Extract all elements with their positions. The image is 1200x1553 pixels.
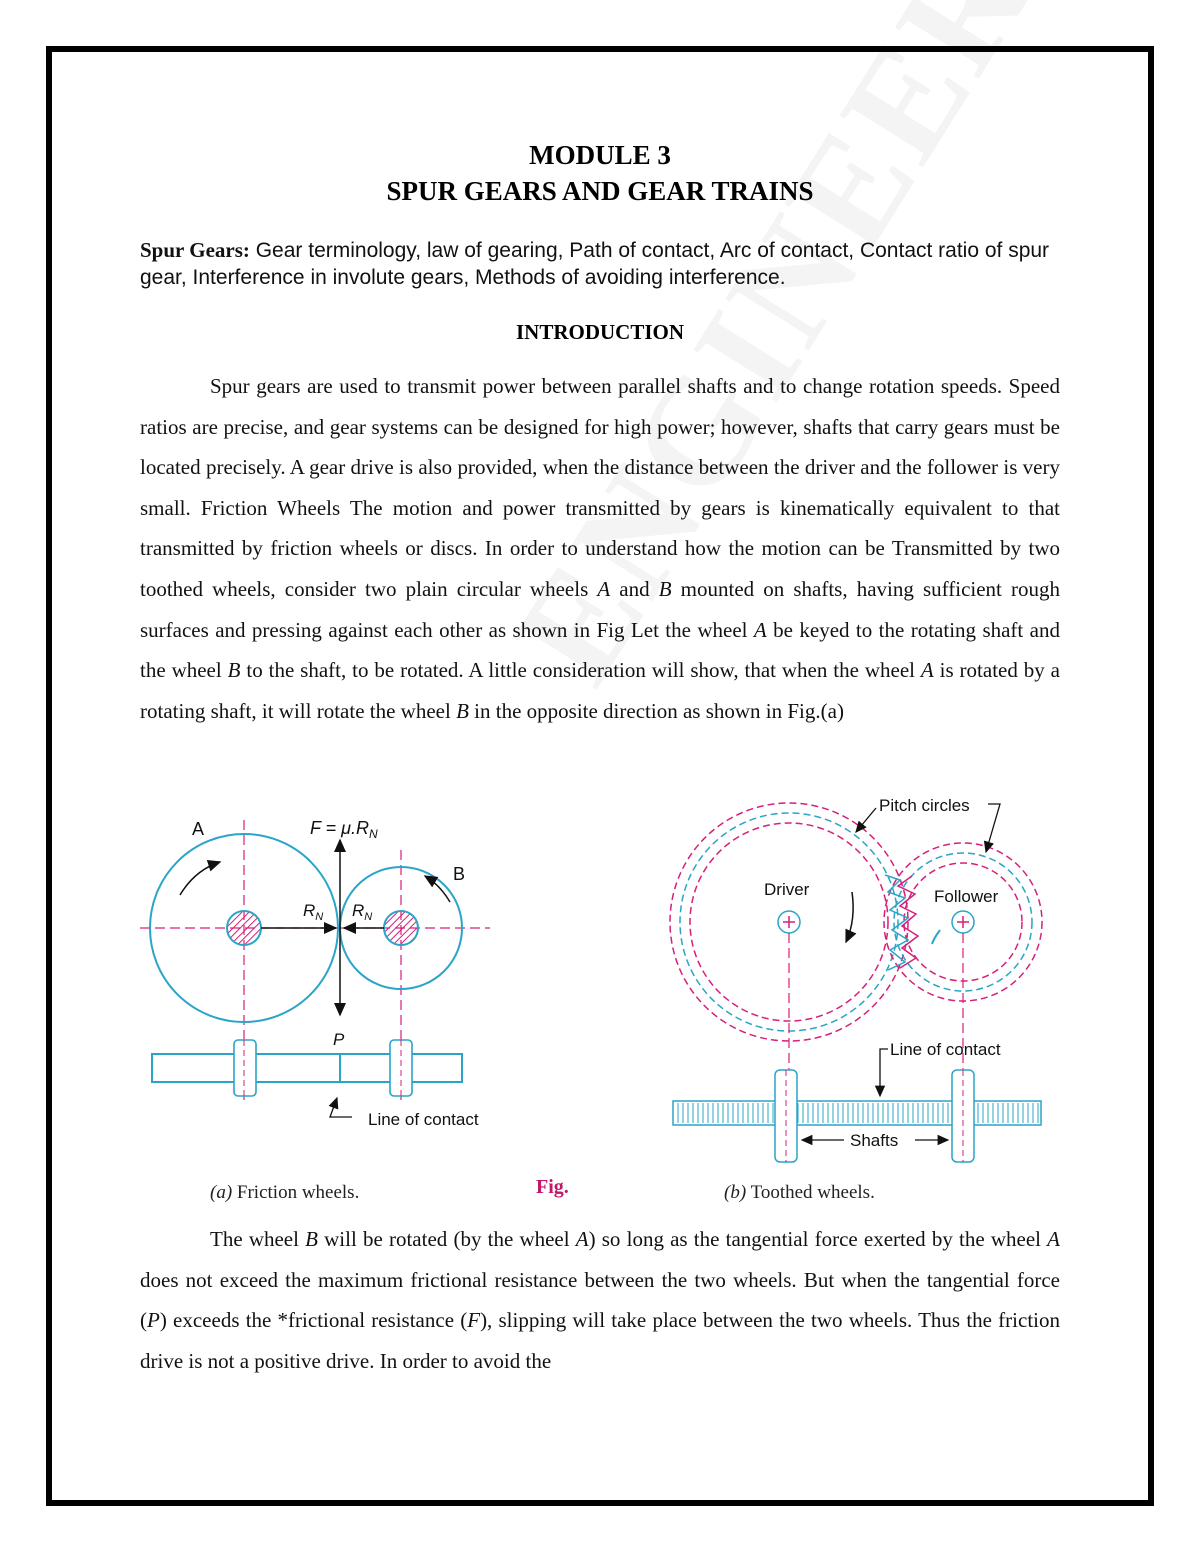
driver-rotation-arrow [846,892,853,942]
shaft-b [384,911,418,945]
figure-label: Fig. [536,1176,569,1198]
rotation-arrow-a [180,862,220,895]
friction-force-label: $F = \mu.R_N$ [310,818,378,841]
rn-left-label: $R_N$ [303,901,324,923]
line-of-contact-arrow-b [880,1049,888,1096]
page-title: SPUR GEARS AND GEAR TRAINS [386,176,814,206]
friction-paragraph: The wheel B will be rotated (by the wheel A) so long as the tangential force exerted by the wheel A does not exceed the maximum frictional resistance between the two wheels. But when the tangential force (P) exceeds the *frictional resistance (F), slipping will take place between the two wheels. Thus the friction drive is not a positive drive. In order to avoid the [140,1227,1060,1373]
shaft-a [227,911,261,945]
friction-wheels-diagram [140,818,490,1129]
intro-paragraph: Spur gears are used to transmit power between parallel shafts and to change rotation speeds. Speed ratios are precise, and gear systems can be designed for high power; however, shafts that carry gears must be located precisely. A gear drive is also provided, when the distance between the driver and the follower is very small. Friction Wheels The motion and power transmitted by gears is kinematically equivalent to that transmitted by friction wheels or discs. In order to understand how the motion can be Transmitted by two toothed wheels, consider two plain circular wheels A and B mounted on shafts, having sufficient rough surfaces and pressing against each other as shown in Fig Let the wheel A be keyed to the rotating shaft and the wheel B to the shaft, to be rotated. A little consideration will show, that when the wheel A is rotated by a rotating shaft, it will rotate the wheel B in the opposite direction as shown in Fig.(a) [140,374,1060,723]
follower-label: Follower [934,887,999,906]
shaft-bar [152,1054,462,1082]
syllabus-label: Spur Gears: [140,238,250,262]
shaft-a-side [234,1040,256,1096]
pitch-circles-label: Pitch circles [879,796,970,815]
label-b: B [453,864,466,884]
label-p: P [333,1030,345,1049]
line-of-contact-label-b: Line of contact [890,1040,1001,1059]
follower-rotation-arrow [932,930,940,944]
figure-drawing [140,780,1070,1210]
shaft-b-side [390,1040,412,1096]
caption-b: (b) Toothed wheels. [724,1182,875,1203]
syllabus-text: Gear terminology, law of gearing, Path of contact, Arc of contact, Contact ratio of spur gear, Interference in involute gears, Methods of avoiding interference. [140,239,1050,289]
shafts-label: Shafts [850,1131,899,1150]
module-number: MODULE 3 [529,140,671,170]
introduction-heading: INTRODUCTION [515,320,685,344]
rack-teeth [678,1103,1038,1123]
rn-right-label: $R_N$ [352,901,373,923]
toothed-wheels-diagram [670,796,1042,1162]
figure [140,780,1070,1210]
caption-a: (a) Friction wheels. [210,1182,360,1203]
line-of-contact-label-a: Line of contact [368,1110,479,1129]
driver-label: Driver [764,880,810,899]
line-of-contact-arrow [330,1098,352,1117]
label-a: A [192,819,205,839]
syllabus [140,237,1060,291]
